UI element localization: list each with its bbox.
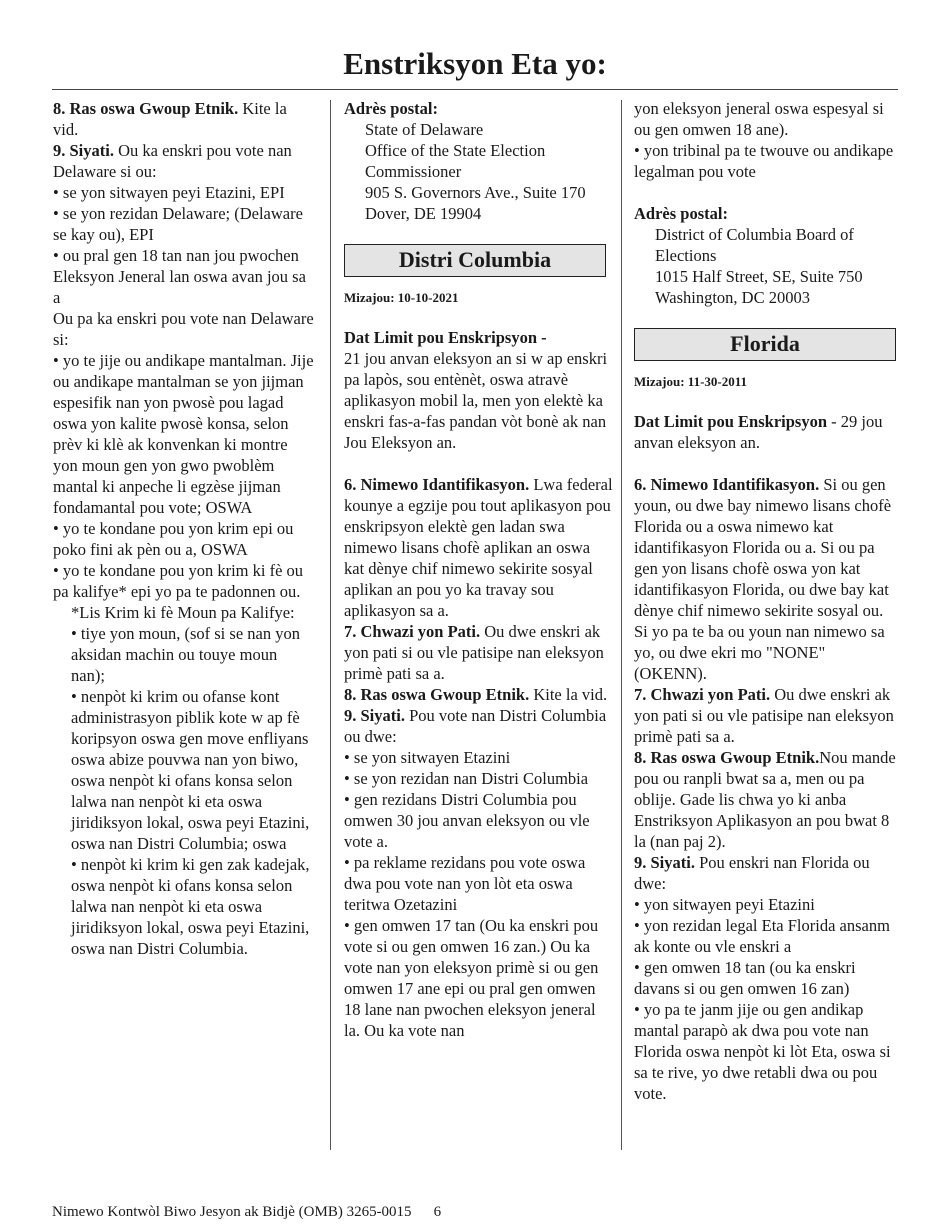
column-district-columbia <box>344 98 614 1041</box>
list-item: • yon rezidan legal Eta Florida ansanm ak konte ou vle enskri a <box>634 916 890 956</box>
list-item: • se yon rezidan nan Distri Columbia <box>344 769 589 788</box>
list-item: • gen omwen 17 tan (Ou ka enskri pou vote si ou gen omwen 16 zan.) Ou ka vote nan yon eleksyon primè si ou gen omwen 17 ane epi ou pral gen omwen 18 lane nan pwochen eleksyon jeneral la. Ou ka vote nan <box>344 916 599 1040</box>
list-item: • yo pa te janm jije ou gen andikap mantal parapò ak dwa pou vote nan Florida oswa nenpòt ki lòt Eta, oswa si sa te rive, yo dwe retabli dwa ou pou vote. <box>634 1000 891 1103</box>
list-item: • se yon rezidan Delaware; (Delaware se kay ou), EPI <box>53 204 303 244</box>
title-divider <box>52 89 898 90</box>
address-line: Office of the State Election Commissioner <box>365 141 546 181</box>
party-section: 7. Chwazi yon Pati. Ou dwe enskri ak yon pati si ou vle patisipe nan eleksyon primè pati sa a. <box>634 685 894 746</box>
list-item: • se yon sitwayen peyi Etazini, EPI <box>53 183 285 202</box>
list-item: • yo te kondane pou yon krim ki fè ou pa kalifye* epi yo pa te padonnen ou. <box>53 561 304 601</box>
list-item: • yo te kondane pou yon krim epi ou poko fini ak pèn ou a, OSWA <box>53 519 294 559</box>
party-section: 7. Chwazi yon Pati. Ou dwe enskri ak yon pati si ou vle patisipe nan eleksyon primè pati sa a. <box>344 622 604 683</box>
list-item: • se yon sitwayen Etazini <box>344 748 511 767</box>
list-item: • gen omwen 18 tan (ou ka enskri davans si ou gen omwen 16 zan) <box>634 958 856 998</box>
page-footer <box>52 1203 441 1221</box>
list-item: • nenpòt ki krim ki gen zak kadejak, oswa nenpòt ki ofans konsa selon lalwa nan nenpòt ki eta oswa jiridiksyon lokal, oswa peyi Etazini, oswa nan Distri Columbia. <box>71 855 310 958</box>
signature-section: 9. Siyati. Ou ka enskri pou vote nan Delaware si ou: <box>53 141 292 181</box>
list-item: • yon sitwayen peyi Etazini <box>634 895 815 914</box>
state-heading-florida: Florida <box>634 328 896 361</box>
signature-section: 9. Siyati. Pou enskri nan Florida ou dwe: <box>634 853 870 893</box>
deadline-label: Dat Limit pou Enskripsyon - <box>344 328 547 347</box>
address-line: 1015 Half Street, SE, Suite 750 <box>655 267 863 286</box>
list-item: • pa reklame rezidans pou vote oswa dwa pou vote nan yon lòt eta oswa teritwa Ozetazini <box>344 853 586 914</box>
race-section: 8. Ras oswa Gwoup Etnik. Kite la vid. <box>344 685 608 704</box>
disqualifying-crimes-heading: *Lis Krim ki fè Moun pa Kalifye: <box>71 603 295 622</box>
address-line: 905 S. Governors Ave., Suite 170 <box>365 183 586 202</box>
mailing-address-label: Adrès postal: <box>634 204 728 223</box>
updated-date: Mizajou: 11-30-2011 <box>634 374 748 389</box>
address-line: Dover, DE 19904 <box>365 204 482 223</box>
address-line: Washington, DC 20003 <box>655 288 810 307</box>
updated-date: Mizajou: 10-10-2021 <box>344 290 459 305</box>
mailing-address-label: Adrès postal: <box>344 99 438 118</box>
omb-control-number: Nimewo Kontwòl Biwo Jesyon ak Bidjè (OMB) 3265-0015 <box>52 1204 412 1220</box>
list-item: • ou pral gen 18 tan nan jou pwochen Eleksyon Jeneral lan oswa avan jou sa a <box>53 246 306 307</box>
list-item: • nenpòt ki krim ou ofanse kont administrasyon piblik kote w ap fè koripsyon oswa gen move enfliyans oswa abize pouvwa nan yon biwo, oswa nenpòt ki ofans konsa selon lalwa nan nenpòt ki eta oswa jiridiksyon lokal, oswa peyi Etazini, oswa nan Distri Columbia; oswa <box>71 687 310 853</box>
address-line: District of Columbia Board of Elections <box>655 225 854 265</box>
list-item: • gen rezidans Distri Columbia pou omwen 30 jou anvan eleksyon ou vle vote a. <box>344 790 590 851</box>
column-florida <box>634 98 899 1104</box>
column-delaware <box>53 98 315 959</box>
column-divider-right <box>621 100 622 1150</box>
state-heading-dc: Distri Columbia <box>344 244 606 277</box>
list-item: • tiye yon moun, (sof si se nan yon aksidan machin ou touye moun nan); <box>71 624 300 685</box>
column-divider-left <box>330 100 331 1150</box>
list-item: • yo te jije ou andikape mantalman. Jije ou andikape mantalman se yon jijman espesifik nan yon pwosè pou lagad oswa yon kalite pwosè konsa, selon prèv ki klè ak konvenkan ki montre yon moun gen yon gwo pwoblèm mantal ki anpeche li egzèse jijman fondamantal pou vote; OSWA <box>53 351 314 517</box>
address-line: State of Delaware <box>365 120 484 139</box>
deadline-text: 21 jou anvan eleksyon an si w ap enskri pa lapòs, sou entènèt, oswa atravè aplikasyon mobil la, men yon elektè ka enskri fas-a-fas pandan vòt bonè ak nan Jou Eleksyon an. <box>344 349 608 452</box>
paragraph: Ou pa ka enskri pou vote nan Delaware si: <box>53 309 314 349</box>
page-number: 6 <box>433 1204 442 1220</box>
page-title: Enstriksyon Eta yo: <box>343 46 607 81</box>
deadline-text: Dat Limit pou Enskripsyon - 29 jou anvan eleksyon an. <box>634 412 883 452</box>
paragraph: yon eleksyon jeneral oswa espesyal si ou gen omwen 18 ane). <box>634 99 884 139</box>
signature-section: 9. Siyati. Pou vote nan Distri Columbia ou dwe: <box>344 706 607 746</box>
race-section: 8. Ras oswa Gwoup Etnik. Kite la vid. <box>53 99 287 139</box>
list-item: • yon tribinal pa te twouve ou andikape legalman pou vote <box>634 141 894 181</box>
id-number-section: 6. Nimewo Idantifikasyon. Si ou gen youn, ou dwe bay nimewo lisans chofè Florida ou a oswa nimewo kat idantifikasyon Florida ou a. Si ou pa gen yon lisans chofè oswa yon kat idantifikasyon Florida, ou dwe bay kat dènye chif nimewo sekirite sosyal ou. Si yo pa te ba ou youn nan nimewo sa yo, ou dwe ekri mo "NONE" (OKENN). <box>634 475 892 683</box>
race-section: 8. Ras oswa Gwoup Etnik.Nou mande pou ou ranpli bwat sa a, men ou pa oblije. Gade lis chwa yo ki anba Enstriksyon Aplikasyon an pou bwat 8 la (nan paj 2). <box>634 748 896 851</box>
id-number-section: 6. Nimewo Idantifikasyon. Lwa federal kounye a egzije pou tout aplikasyon pou enskripsyon elektè gen ladan swa nimewo lisans chofè aplikan an oswa kat dènye chif nimewo sekirite sosyal aplikan an pou yo ka travay sou aplikasyon sa a. <box>344 475 613 620</box>
